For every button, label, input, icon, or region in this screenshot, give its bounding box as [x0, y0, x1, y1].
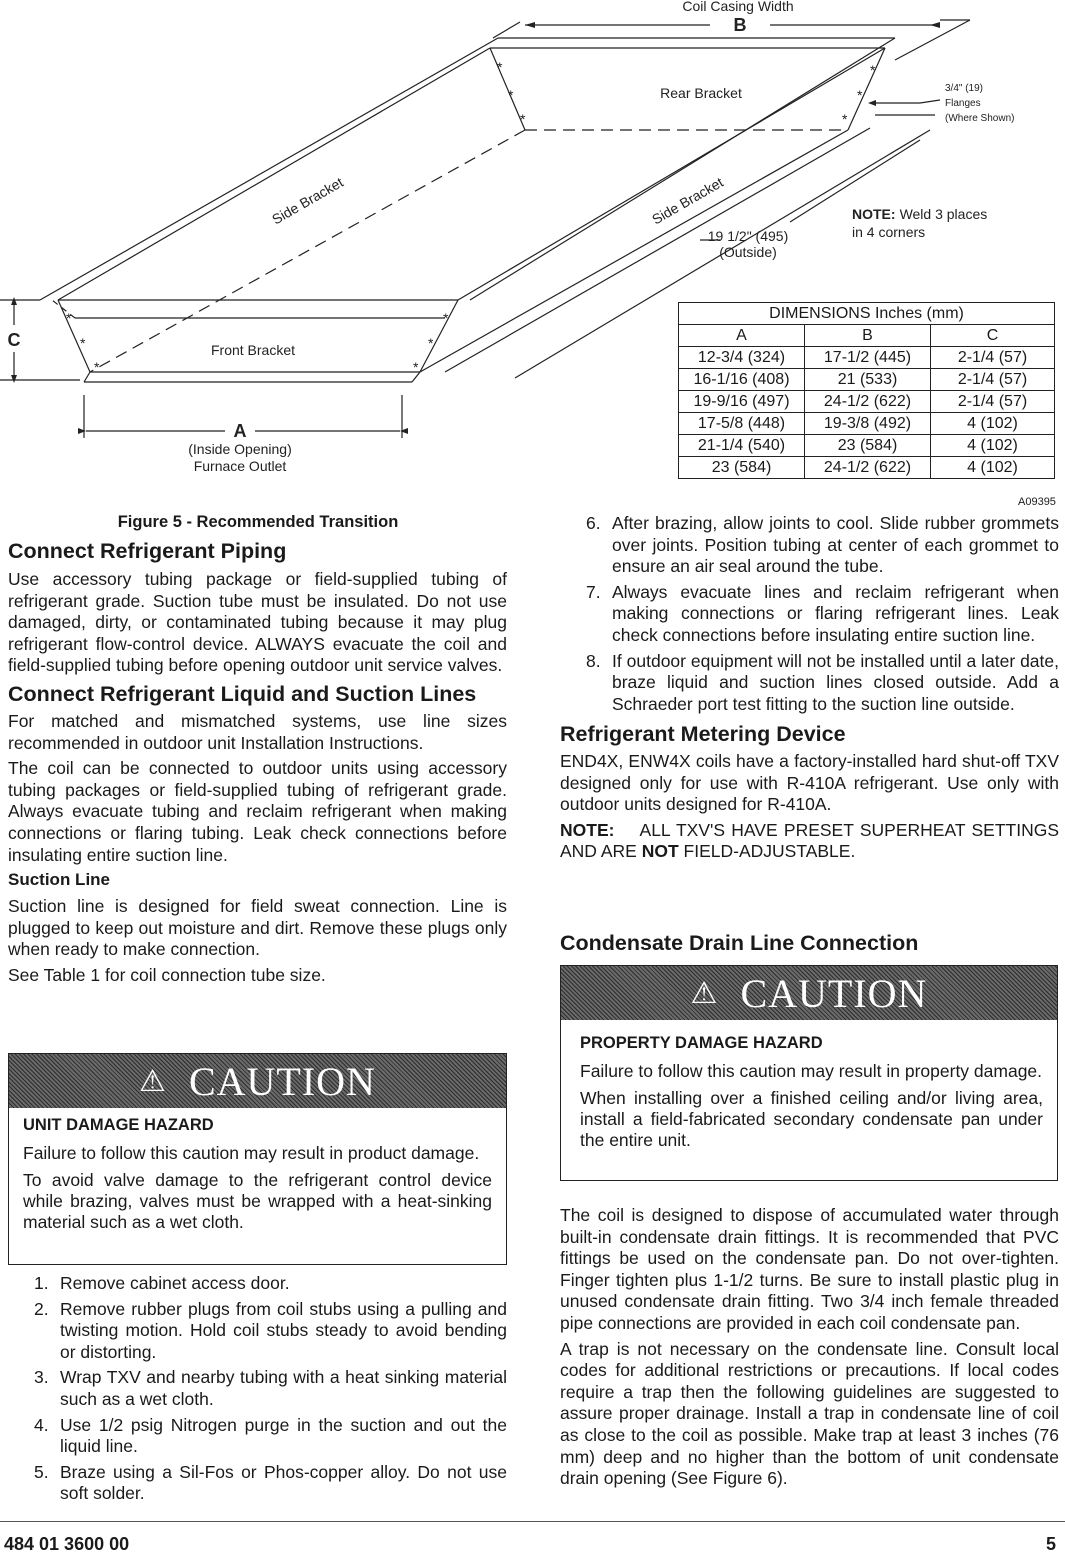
- weld-mark: *: [80, 335, 86, 351]
- page-number: 5: [1046, 1534, 1057, 1554]
- table-cell: 2-1/4 (57): [931, 391, 1055, 413]
- dimension-a-label: A: [233, 421, 247, 441]
- hazard-title: PROPERTY DAMAGE HAZARD: [580, 1034, 823, 1052]
- svg-text:NOTE:Weld 3 places: [852, 206, 987, 222]
- metering-section: [560, 721, 1059, 863]
- table-cell: 21 (533): [805, 369, 931, 391]
- step-number: 3.: [34, 1367, 49, 1388]
- caution-title: CAUTION: [740, 970, 928, 1016]
- step-number: 7.: [586, 581, 601, 602]
- table-cell: 23 (584): [805, 435, 931, 457]
- table-cell: 21-1/4 (540): [679, 435, 805, 457]
- step-number: 8.: [586, 650, 601, 671]
- paragraph-lines-1: For matched and mismatched systems, use line sizes recommended in outdoor unit Installation Instructions.: [8, 710, 507, 753]
- caution-paragraph-2: When installing over a finished ceiling and/or living area, install a field-fabricated secondary condensate pan under the entire unit.: [580, 1088, 1043, 1150]
- flange-label-2: Flanges: [945, 98, 981, 109]
- weld-note-label: NOTE:: [852, 206, 896, 222]
- side-bracket-right-label: Side Bracket: [649, 173, 726, 228]
- front-bracket-label: Front Bracket: [210, 342, 296, 358]
- caution-paragraph-2: To avoid valve damage to the refrigerant control device while brazing, valves must be wrapped with a heat-sinking material such as a wet cloth.: [23, 1170, 492, 1232]
- dimension-c-label: C: [7, 330, 21, 350]
- list-item: [8, 1367, 507, 1410]
- left-column: [8, 538, 507, 987]
- footer-rule: [0, 1521, 1065, 1522]
- paragraph-drain-1: The coil is designed to dispose of accumulated water through built-in condensate drain fittings. It is recommended that PVC fittings be used on the condensate pan. Do not over-tighten. Finger tighten plus 1-1/2 turns. Be sure to install plastic plug in unused condensate drain fitting. Two 3/4 inch female threaded pipe connections are provided in each coil condensate pan.: [560, 1205, 1059, 1333]
- dimensions-header-b: B: [805, 325, 931, 347]
- table-cell: 2-1/4 (57): [931, 347, 1055, 369]
- length-label-2: (Outside): [719, 244, 777, 260]
- step-text: Remove cabinet access door.: [60, 1273, 290, 1293]
- weld-mark: *: [842, 111, 848, 127]
- weld-mark: *: [520, 111, 526, 127]
- right-steps: [560, 513, 1059, 719]
- list-item: [560, 513, 1059, 578]
- side-bracket-left-label: Side Bracket: [269, 173, 346, 228]
- caution-box-property-damage: [560, 965, 1058, 1181]
- heading-connect-piping: Connect Refrigerant Piping: [8, 539, 287, 563]
- table-cell: 17-5/8 (448): [679, 413, 805, 435]
- table-cell: 2-1/4 (57): [931, 369, 1055, 391]
- table-row: [679, 413, 1055, 435]
- step-text: After brazing, allow joints to cool. Slide rubber grommets over joints. Position tubing at center of each grommet to ensure an air seal around the tube.: [612, 513, 1059, 577]
- caution-banner: [9, 1054, 506, 1108]
- metering-note: [560, 820, 1059, 863]
- paragraph-drain-2: A trap is not necessary on the condensate line. Consult local codes for additional restrictions or precautions. If local codes require a trap then the following guidelines are suggested to assure proper drainage. Install a trap in condensate line of coil as close to the coil as possible. Make trap at least 3 inches (76 mm) deep and no higher than the bottom of unit condensate drain opening (See Figure 6).: [560, 1338, 1059, 1489]
- note-text: ALL TXV'S HAVE PRESET SUPERHEAT SETTINGS AND ARE: [560, 819, 1060, 862]
- list-item: [8, 1273, 507, 1295]
- list-item: [560, 651, 1059, 716]
- weld-mark: *: [870, 62, 876, 78]
- table-row: [679, 369, 1055, 391]
- table-cell: 23 (584): [679, 457, 805, 479]
- weld-mark: *: [508, 87, 514, 103]
- table-row: [679, 391, 1055, 413]
- table-cell: 19-9/16 (497): [679, 391, 805, 413]
- coil-casing-width-label: Coil Casing Width: [682, 0, 794, 14]
- paragraph-suction-1: Suction line is designed for field sweat connection. Line is plugged to keep out moisture and dirt. Remove these plugs only when ready to make connection.: [8, 896, 507, 960]
- list-item: [8, 1462, 507, 1505]
- table-cell: 12-3/4 (324): [679, 347, 805, 369]
- table-cell: 24-1/2 (622): [805, 391, 931, 413]
- list-item: [8, 1299, 507, 1364]
- step-number: 4.: [34, 1414, 49, 1435]
- heading-metering-device: Refrigerant Metering Device: [560, 722, 846, 746]
- caution-paragraph-1: Failure to follow this caution may result in product damage.: [23, 1143, 480, 1163]
- caution-title: CAUTION: [188, 1058, 376, 1104]
- inside-opening-label: (Inside Opening): [188, 441, 292, 457]
- drain-text: [560, 1205, 1059, 1490]
- heading-suction-line: Suction Line: [8, 870, 110, 890]
- step-text: Use 1/2 psig Nitrogen purge in the suction and out the liquid line.: [60, 1414, 507, 1457]
- paragraph-suction-2: See Table 1 for coil connection tube size.: [8, 964, 326, 985]
- weld-mark: *: [413, 359, 419, 375]
- paragraph-metering: END4X, ENW4X coils have a factory-installed hard shut-off TXV designed only for use with R-410A refrigerant. Use only with outdoor units designed for R-410A.: [560, 751, 1059, 815]
- dimensions-header-a: A: [679, 325, 805, 347]
- table-cell: 24-1/2 (622): [805, 457, 931, 479]
- step-number: 6.: [586, 513, 601, 533]
- figure-caption: Figure 5 - Recommended Transition: [117, 513, 399, 531]
- step-number: 2.: [34, 1298, 49, 1319]
- document-number: 484 01 3600 00: [4, 1534, 130, 1554]
- table-cell: 4 (102): [931, 457, 1055, 479]
- dimensions-table-title: DIMENSIONS Inches (mm): [679, 303, 1055, 325]
- caution-box-unit-damage: [8, 1053, 507, 1265]
- table-row: [679, 435, 1055, 457]
- table-row: [679, 457, 1055, 479]
- table-cell: 17-1/2 (445): [805, 347, 931, 369]
- furnace-outlet-label: Furnace Outlet: [193, 458, 287, 474]
- flange-label-1: 3/4" (19): [945, 83, 984, 94]
- step-text: Wrap TXV and nearby tubing with a heat sinking material such as a wet cloth.: [60, 1367, 507, 1409]
- table-cell: 4 (102): [931, 413, 1055, 435]
- warning-icon: ⚠: [690, 975, 719, 1011]
- table-row: [679, 347, 1055, 369]
- heading-liquid-suction-lines: Connect Refrigerant Liquid and Suction Lines: [8, 681, 477, 706]
- weld-mark: *: [66, 310, 72, 326]
- weld-mark: *: [857, 87, 863, 103]
- weld-note-text-2: in 4 corners: [852, 224, 926, 240]
- paragraph-piping: Use accessory tubing package or field-supplied tubing of refrigerant grade. Suction tube must be insulated. Do not use damaged, dirty, or contaminated tubing because it may plug refrigerant flow-control device. ALWAYS evacuate the coil and field-supplied tubing before opening outdoor unit service valves.: [8, 569, 507, 676]
- note-text: FIELD-ADJUSTABLE.: [683, 841, 856, 862]
- dimension-b-label: B: [733, 15, 747, 35]
- list-item: [560, 582, 1059, 647]
- flange-label-3: (Where Shown): [945, 113, 1015, 124]
- left-steps: [8, 1273, 507, 1509]
- length-label-1: 19 1/2" (495): [707, 228, 789, 244]
- list-item: [8, 1415, 507, 1458]
- figure-id: A09395: [1018, 496, 1056, 508]
- table-cell: 4 (102): [931, 435, 1055, 457]
- step-text: Braze using a Sil-Fos or Phos-copper alloy. Do not use soft solder.: [60, 1461, 507, 1504]
- step-number: 1.: [34, 1273, 49, 1293]
- table-cell: 16-1/16 (408): [679, 369, 805, 391]
- step-text: If outdoor equipment will not be installed until a later date, braze liquid and suction lines closed outside. Add a Schraeder port test fitting to the suction line outside.: [612, 650, 1059, 714]
- heading-condensate-drain: Condensate Drain Line Connection: [560, 931, 919, 955]
- step-text: Always evacuate lines and reclaim refrigerant when making connections or flaring refrigerant lines. Leak check connections before insulating entire suction line.: [612, 581, 1059, 645]
- note-not: NOT: [641, 841, 679, 862]
- caution-paragraph-1: Failure to follow this caution may result in property damage.: [580, 1061, 1043, 1081]
- weld-mark: *: [443, 310, 449, 326]
- note-label: NOTE:: [560, 819, 615, 840]
- weld-mark: *: [94, 359, 100, 375]
- table-cell: 19-3/8 (492): [805, 413, 931, 435]
- weld-note-text-1: Weld 3 places: [899, 206, 988, 222]
- dimensions-table: [678, 302, 1055, 479]
- weld-mark: *: [497, 59, 503, 75]
- dimensions-header-c: C: [931, 325, 1055, 347]
- hazard-title: UNIT DAMAGE HAZARD: [23, 1116, 214, 1134]
- caution-banner: [561, 966, 1057, 1020]
- step-text: Remove rubber plugs from coil stubs using a pulling and twisting motion. Hold coil stubs steady to avoid bending or distorting.: [60, 1298, 507, 1362]
- warning-icon: ⚠: [139, 1063, 167, 1099]
- step-number: 5.: [34, 1461, 49, 1482]
- weld-mark: *: [428, 335, 434, 351]
- paragraph-lines-2: The coil can be connected to outdoor units using accessory tubing packages or field-supplied tubing of refrigerant grade. Always evacuate tubing and reclaim refrigerant when making connections or flaring tubing. Leak check connections before insulating entire suction line.: [8, 758, 507, 865]
- rear-bracket-label: Rear Bracket: [660, 85, 742, 101]
